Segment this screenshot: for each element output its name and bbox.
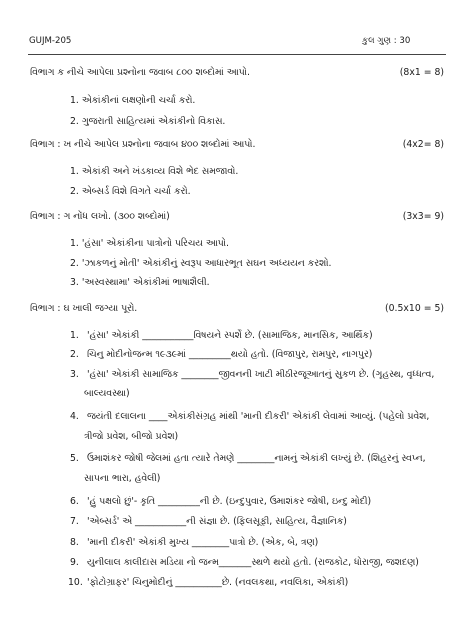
fill-blank-item: 10. 'ફોટોગ્રાફર' ચિનુમોદીનું __________છે. (નવલકથા, નવલિકા, એકાંકી): [68, 577, 349, 588]
fill-blank-item: 6. 'હું પક્ષલો છું'- કૃતિ _________ની છે. (ઇન્દુપુવાર, ઉમાશંકર જોષી, ઇન્દુ મોદી): [70, 496, 372, 507]
section-kha-q1: 1. એકાંકી અને ખંડકાવ્ય વિશે ભેદ સમજાવો.: [70, 166, 239, 177]
section-ka-q1: 1. એકાંકીનાં લક્ષણોની ચર્ચા કરો.: [70, 95, 196, 106]
section-ga-q1: 1. 'હંસા' એકાંકીના પાત્રોનો પરિચય આપો.: [70, 238, 229, 249]
fill-blank-item: 8. 'માની દીકરી' એકાંકી મુખ્ય ________પાત્રો છે. (એક, બે, ત્રણ): [70, 537, 319, 548]
fill-blank-continuation: ત્રીજો પ્રવેશ, બીજો પ્રવેશ): [84, 431, 179, 442]
total-marks: કુલ ગુણ : 30: [362, 36, 411, 46]
section-kha-q2: 2. એબ્સર્ડ વિશે વિગતે ચર્ચા કરો.: [70, 186, 191, 197]
fill-blank-item: 9. યુનીલાલ કાલીદાસ મડિયા નો જન્મ_______સ્થળે થયો હતો. (રાજકોટ, ધોરાજી, જશદણ): [70, 557, 419, 568]
fill-blank-item: 3. 'હંસા' એકાંકી સામાજિક ________જીવનની ખાટી મીઠીરજૂઆતનું સુકળ છે. (ગૃહસ્થ, વૃધ્ધત્વ,: [70, 369, 435, 380]
header-rule: [28, 54, 446, 55]
course-code: GUJM-205: [29, 36, 72, 46]
fill-blank-continuation: બાલ્યવસ્થા): [84, 388, 130, 399]
section-ga-title: વિભાગ : ગ નોંધ લખો. (૩૦૦ શબ્દોમાં): [30, 211, 170, 222]
fill-blank-item: 2. ચિનુ મોદીનોજન્મ ૧૯૩૯માં _________થયો હતો. (વિજાપુર, રામપુર, નાગપુર): [70, 349, 373, 360]
section-ka-marks: (8x1 = 8): [399, 67, 444, 78]
section-kha-title: વિભાગ : ખ નીચે આપેલ પ્રશ્નોના જવાબ ૪૦૦ શબ્દોમાં આપો.: [30, 139, 256, 150]
fill-blank-item: 5. ઉમાશંકર જોષી જેલમાં હતા ત્યારે તેમણે ________નામનું એકાંકી લખ્યું છે. (શિહરનું સ્વપ્ન,: [70, 453, 426, 464]
fill-blank-item: 4. જયંતી દલાલના ____એકાંકીસંગ્રહ માંથી 'માની દીકરી' એકાંકી લેવામાં આવ્યું. (પહેલો પ્રવેશ,: [70, 411, 430, 422]
section-ga-q3: 3. 'અસ્વસ્થામા' એકાંકીમાં ભાષાશૈલી.: [70, 277, 210, 288]
section-ga-marks: (3x3= 9): [402, 211, 444, 222]
fill-blank-item: 1. 'હંસા' એકાંકી ___________વિષયને સ્પર્શે છે. (સામાજિક, માનસિક, આર્થિક): [70, 330, 373, 341]
fill-blank-continuation: સાપના ભારા, હવેલી): [84, 473, 161, 484]
section-ka-q2: 2. ગુજરાતી સાહિત્યમાં એકાંકીનો વિકાસ.: [70, 116, 226, 127]
fill-blank-item: 7. 'એબ્સર્ડ' એ ___________ની સંજ્ઞા છે. (ફિલસૂફી, સાહિત્ય, વૈજ્ઞાનિક): [70, 516, 347, 527]
section-gha-marks: (0.5x10 = 5): [385, 303, 444, 314]
section-ka-title: વિભાગ ક નીચે આપેલા પ્રશ્નોના જવાબ ૮૦૦ શબ્દોમાં આપો.: [30, 67, 250, 78]
section-gha-title: વિભાગ : ઘ ખાલી જગ્યા પૂરો.: [30, 303, 138, 314]
section-ga-q2: 2. 'ઝાકળનું મોતી' એકાંકીનું સ્વરૂપ આધારભૂત સઘન અધ્યયન કરશો.: [70, 258, 332, 269]
section-kha-marks: (4x2= 8): [402, 139, 444, 150]
